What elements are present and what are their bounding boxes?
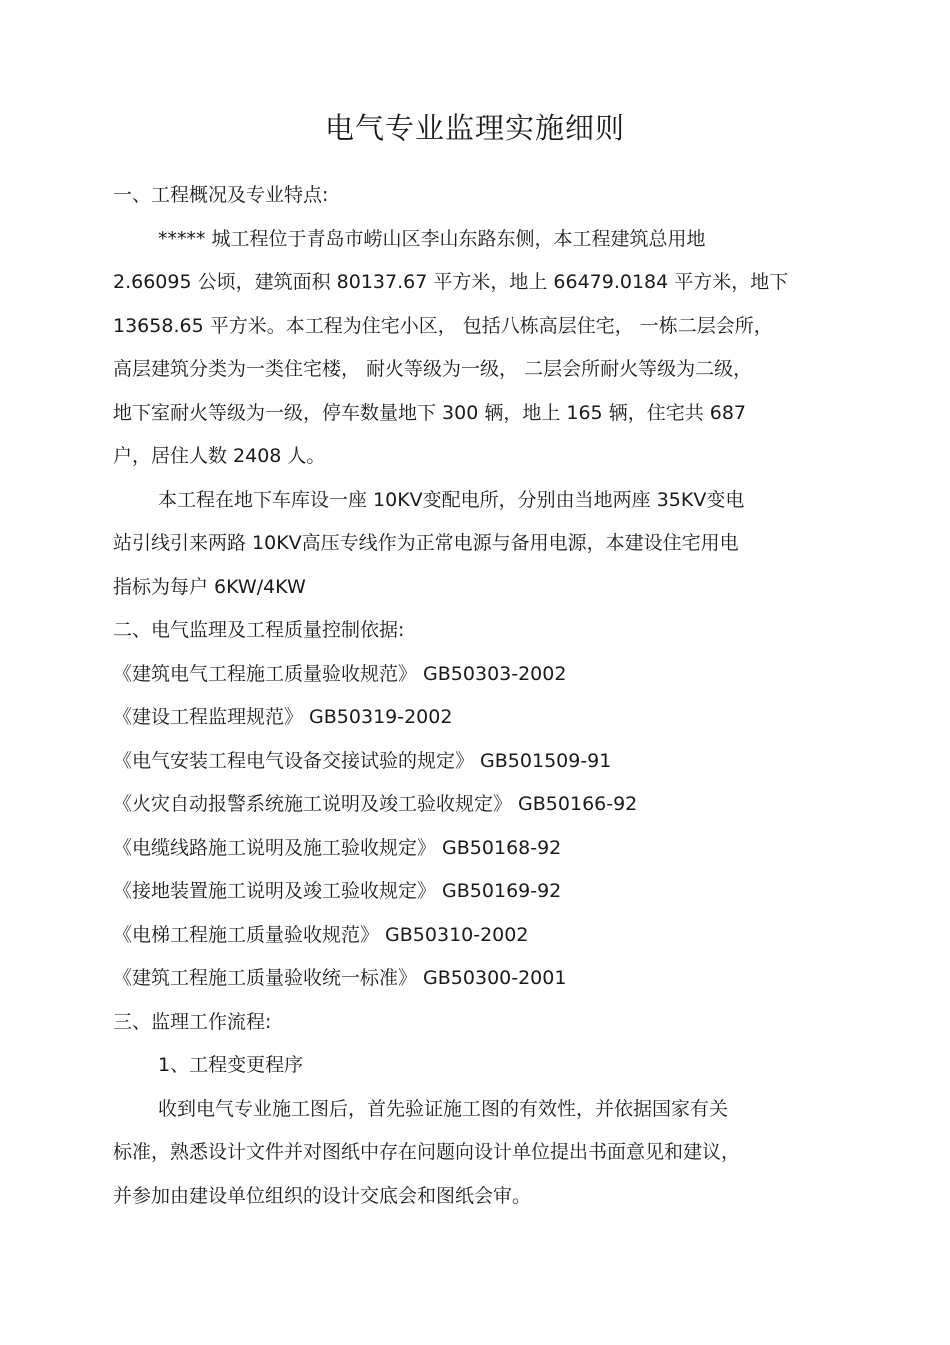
- standard-item: 《火灾自动报警系统施工说明及竣工验收规定》 GB50166-92: [113, 793, 638, 815]
- overview-para2-line1: 本工程在地下车库设一座 10KV变配电所，分别由当地两座 35KV变电: [158, 489, 745, 511]
- standard-item: 《建设工程监理规范》 GB50319-2002: [113, 706, 453, 728]
- standard-item: 《电气安装工程电气设备交接试验的规定》 GB501509-91: [113, 750, 612, 772]
- section-heading-overview: 一、工程概况及专业特点:: [113, 184, 329, 206]
- standard-item: 《电梯工程施工质量验收规范》 GB50310-2002: [113, 924, 529, 946]
- overview-para1-line2: 2.66095 公顷，建筑面积 80137.67 平方米，地上 66479.0184 平方米，地下: [113, 271, 789, 293]
- overview-para1-line6: 户，居住人数 2408 人。: [113, 445, 326, 467]
- section-heading-standards: 二、电气监理及工程质量控制依据:: [113, 619, 405, 641]
- standard-item: 《接地装置施工说明及竣工验收规定》 GB50169-92: [113, 880, 562, 902]
- overview-para1-line5: 地下室耐火等级为一级，停车数量地下 300 辆，地上 165 辆，住宅共 687: [113, 402, 746, 424]
- overview-para1-line1: ***** 城工程位于青岛市崂山区李山东路东侧，本工程建筑总用地: [158, 228, 706, 250]
- overview-para1-line4: 高层建筑分类为一类住宅楼， 耐火等级为一级， 二层会所耐火等级为二级，: [113, 358, 753, 380]
- standard-item: 《建筑工程施工质量验收统一标准》 GB50300-2001: [113, 967, 567, 989]
- section-heading-workflow: 三、监理工作流程:: [113, 1011, 272, 1033]
- standard-item: 《建筑电气工程施工质量验收规范》 GB50303-2002: [113, 663, 567, 685]
- workflow-para-line2: 标准，熟悉设计文件并对图纸中存在问题向设计单位提出书面意见和建议，: [113, 1141, 741, 1163]
- workflow-para-line3: 并参加由建设单位组织的设计交底会和图纸会审。: [113, 1185, 532, 1207]
- subsection-heading-change-procedure: 1、工程变更程序: [158, 1054, 304, 1076]
- workflow-para-line1: 收到电气专业施工图后，首先验证施工图的有效性，并依据国家有关: [158, 1098, 729, 1120]
- document-title: 电气专业监理实施细则: [324, 111, 625, 145]
- overview-para2-line3: 指标为每户 6KW/4KW: [113, 576, 306, 598]
- overview-para1-line3: 13658.65 平方米。本工程为住宅小区， 包括八栋高层住宅， 一栋二层会所，: [113, 315, 773, 337]
- overview-para2-line2: 站引线引来两路 10KV高压专线作为正常电源与备用电源，本建设住宅用电: [113, 532, 739, 554]
- standard-item: 《电缆线路施工说明及施工验收规定》 GB50168-92: [113, 837, 562, 859]
